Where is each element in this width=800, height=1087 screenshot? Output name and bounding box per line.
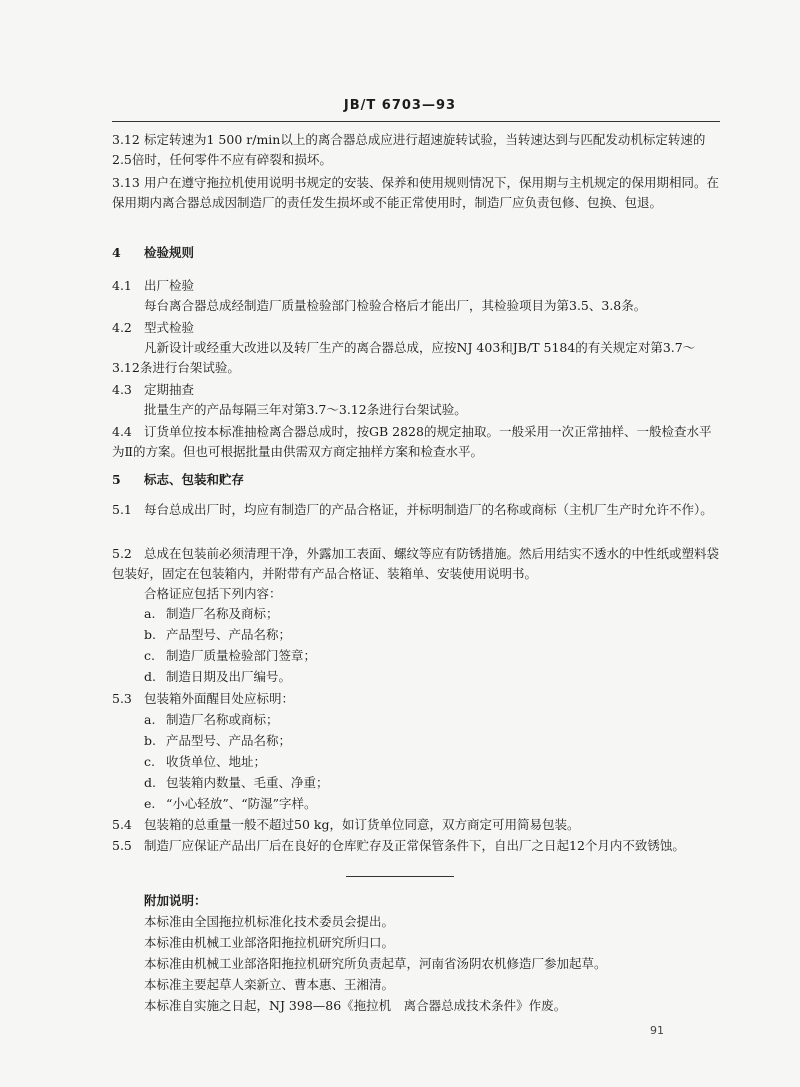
list-item: c. 制造厂质量检验部门签章； [144, 648, 317, 663]
clause-number: 3.13 [112, 175, 140, 190]
clause-number: 3.12 [112, 132, 140, 147]
clause-3-13 [112, 173, 720, 213]
clause-text: 标定转速为1 500 r/min以上的离合器总成应进行超速旋转试验，当转速达到与匹配发动机标定转速的2.5倍时，任何零件不应有碎裂和损坏。 [112, 132, 706, 167]
clause-5-5 [112, 836, 720, 856]
list-item: a. 制造厂名称或商标； [144, 712, 279, 727]
clause-5-3 [112, 689, 720, 709]
clause-4-2-title [112, 318, 720, 338]
list-item: a. 制造厂名称及商标； [144, 606, 279, 621]
clause-4-1-title [112, 276, 720, 296]
clause-5-1 [112, 500, 720, 520]
clause-number: 4.4 [112, 424, 132, 439]
notes-line: 本标准由全国拖拉机标准化技术委员会提出。 [144, 914, 395, 929]
clause-number: 5.5 [112, 838, 132, 853]
clause-title: 型式检验 [144, 320, 195, 335]
clause-number: 5.1 [112, 502, 132, 517]
list-item: b. 产品型号、产品名称； [144, 627, 292, 642]
clause-number: 5.3 [112, 691, 132, 706]
clause-text: 订货单位按本标准抽检离合器总成时，按GB 2828的规定抽取。一般采用一次正常抽样、一般检查水平为Ⅱ的方案。但也可根据批量由供需双方商定抽样方案和检查水平。 [112, 424, 712, 459]
clause-text: 包装箱外面醒目处应标明： [144, 691, 295, 706]
clause-text: 总成在包装前必须清理干净，外露加工表面、螺纹等应有防锈措施。然后用结实不透水的中性纸或塑料袋包装好，固定在包装箱内，并附带有产品合格证、装箱单、安装使用说明书。 [112, 546, 720, 581]
notes-line: 本标准由机械工业部洛阳拖拉机研究所负责起草，河南省汤阴农机修造厂参加起草。 [144, 956, 607, 971]
clause-4-1-text: 每台离合器总成经制造厂质量检验部门检验合格后才能出厂，其检验项目为第3.5、3.8条。 [144, 298, 647, 313]
section-title: 检验规则 [144, 245, 195, 260]
list-item: b. 产品型号、产品名称； [144, 733, 292, 748]
clause-text: 每台总成出厂时，均应有制造厂的产品合格证，并标明制造厂的名称或商标（主机厂生产时允许不作）。 [144, 502, 713, 517]
header-rule [112, 121, 720, 122]
clause-number: 5.2 [112, 546, 132, 561]
clause-number: 4.2 [112, 320, 132, 335]
clause-4-2-text: 凡新设计或经重大改进以及转厂生产的离合器总成，应按NJ 403和JB/T 5184的有关规定对第3.7～3.12条进行台架试验。 [112, 340, 696, 375]
section-4-heading [112, 243, 720, 263]
clause-number: 5.4 [112, 817, 132, 832]
clause-4-3-title [112, 380, 720, 400]
list-item: d. 包装箱内数量、毛重、净重； [144, 775, 329, 790]
section-5-heading [112, 470, 720, 490]
notes-line: 本标准由机械工业部洛阳拖拉机研究所归口。 [144, 935, 395, 950]
section-number: 4 [112, 245, 121, 260]
list-intro: 合格证应包括下列内容： [144, 586, 282, 601]
list-item: e. “小心轻放”、“防湿”字样。 [144, 796, 317, 811]
section-title: 标志、包装和贮存 [144, 472, 245, 487]
notes-title: 附加说明： [144, 893, 207, 908]
clause-title: 定期抽查 [144, 382, 195, 397]
notes-line: 本标准自实施之日起，NJ 398—86《拖拉机 离合器总成技术条件》作废。 [144, 998, 567, 1013]
clause-5-4 [112, 815, 720, 835]
clause-number: 4.1 [112, 278, 132, 293]
clause-title: 出厂检验 [144, 278, 195, 293]
clause-5-2 [112, 544, 720, 584]
section-number: 5 [112, 472, 121, 487]
clause-4-4 [112, 422, 720, 462]
clause-4-3-text: 批量生产的产品每隔三年对第3.7～3.12条进行台架试验。 [144, 402, 467, 417]
section-separator [346, 876, 454, 877]
clause-text: 包装箱的总重量一般不超过50 kg，如订货单位同意，双方商定可用简易包装。 [144, 817, 580, 832]
page-number: 91 [650, 1024, 664, 1037]
clause-text: 用户在遵守拖拉机使用说明书规定的安装、保养和使用规则情况下，保用期与主机规定的保用期相同。在保用期内离合器总成因制造厂的责任发生损坏或不能正常使用时，制造厂应负责包修、包换、包退。 [112, 175, 720, 210]
clause-text: 制造厂应保证产品出厂后在良好的仓库贮存及正常保管条件下，自出厂之日起12个月内不致锈蚀。 [144, 838, 685, 853]
clause-3-12 [112, 130, 720, 170]
list-item: d. 制造日期及出厂编号。 [144, 669, 292, 684]
page-header: JB/T 6703—93 [343, 98, 457, 113]
clause-number: 4.3 [112, 382, 132, 397]
notes-line: 本标准主要起草人栾新立、曹本惠、王湘清。 [144, 977, 395, 992]
list-item: c. 收货单位、地址； [144, 754, 267, 769]
